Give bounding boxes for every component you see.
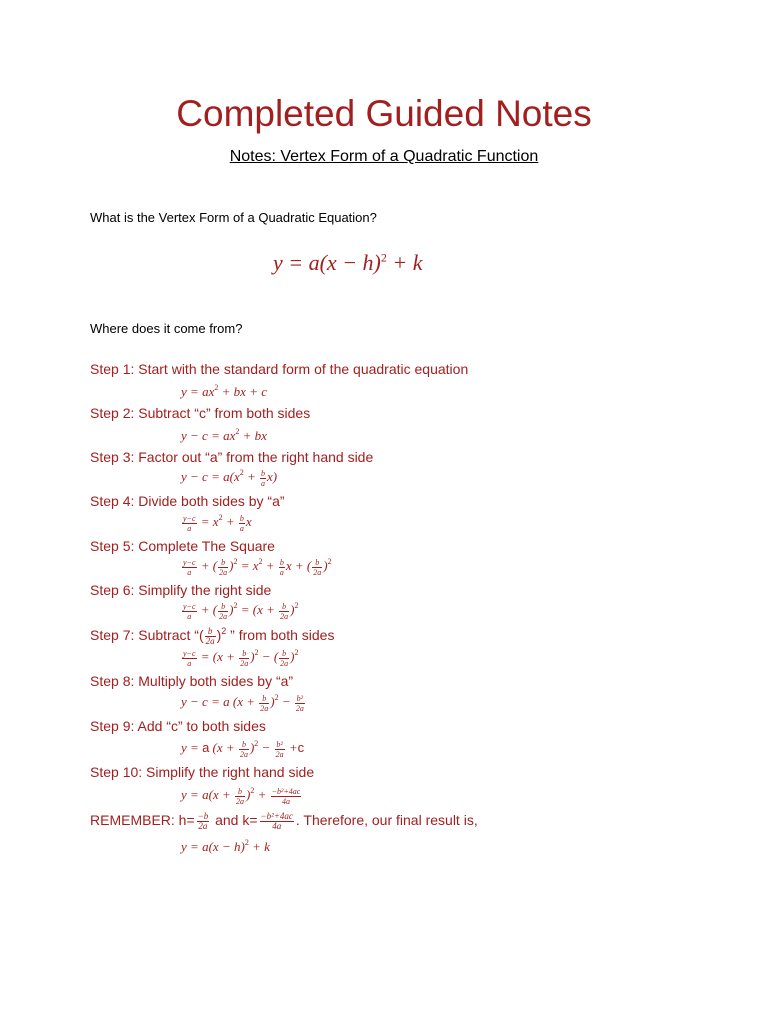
step-3-label: Step 3: Factor out “a” from the right hand side	[90, 449, 374, 465]
step-3-equation: $y - c = a(x^2$ + $\frac{b}{a}$ x)	[181, 468, 278, 488]
vertex-form-equation	[273, 250, 423, 276]
step-8-equation: y − c = a (x + $\frac{b}{2a}$ )$^2$ − $\frac{\text{b²}}{2a}$	[181, 693, 304, 713]
step-6-equation: $\frac{y-c}{a}$ + ( $\frac{b}{2a}$ )$^2$ = (x + $\frac{b}{2a}$ )$^2$	[183, 601, 299, 621]
vertex-form-question: What is the Vertex Form of a Quadratic Equation?	[90, 210, 377, 225]
remember-line: REMEMBER: h= $\frac{-b}{2a}$ and k= $\frac{\text{−b²+4ac}}{4a}$ . Therefore, our final result is,	[90, 811, 478, 831]
step-7-equation: $\frac{y-c}{a}$ = (x + $\frac{b}{2a}$ )$^2$ − ( $\frac{b}{2a}$ )$^2$	[183, 648, 299, 668]
step-2-equation: $y - c = ax^2$ + bx	[181, 427, 267, 443]
step-1-equation: $y = ax^2$ + bx + c	[181, 383, 267, 399]
step-5-label: Step 5: Complete The Square	[90, 538, 275, 554]
step-6-label: Step 6: Simplify the right side	[90, 582, 272, 598]
step-2-label: Step 2: Subtract “c” from both sides	[90, 405, 311, 421]
step-4-equation: $\frac{y-c}{a}$ = $x^2$ + $\frac{b}{a}$ x	[183, 513, 252, 533]
vertex-form-exponent: 2	[380, 250, 387, 265]
step-10-label: Step 10: Simplify the right hand side	[90, 764, 315, 780]
vertex-form-tail: + k	[386, 250, 423, 275]
step-9-label: Step 9: Add “c” to both sides	[90, 718, 266, 734]
step-7-label: Step 7: Subtract “( $\frac{b}{2a}$ )$^2$ ” from both sides	[90, 625, 335, 646]
step-10-equation: y = a(x + $\frac{b}{2a}$ )$^2$ + $\frac{\text{−b²+4ac}}{4a}$	[181, 786, 301, 806]
final-equation: $y = a(x - h)^2 + k$	[181, 838, 270, 854]
step-1-label: Step 1: Start with the standard form of the quadratic equation	[90, 361, 469, 377]
step-5-equation: $\frac{y-c}{a}$ + ( $\frac{b}{2a}$ )$^2 = x^2$ + $\frac{b}{a}$ x + ( $\frac{b}{2a}$ )$^2$	[183, 557, 332, 577]
page-title: Completed Guided Notes	[176, 93, 592, 134]
step-4-label: Step 4: Divide both sides by “a”	[90, 493, 285, 509]
step-8-label: Step 8: Multiply both sides by “a”	[90, 673, 294, 689]
origin-question: Where does it come from?	[90, 321, 243, 336]
page-subtitle: Notes: Vertex Form of a Quadratic Function	[229, 148, 539, 165]
step-9-equation: y = a (x + $\frac{b}{2a}$ )$^2$ − $\frac{\text{b²}}{2a}$ +c	[181, 739, 305, 759]
vertex-form-main: y = a(x − h)	[273, 250, 381, 275]
